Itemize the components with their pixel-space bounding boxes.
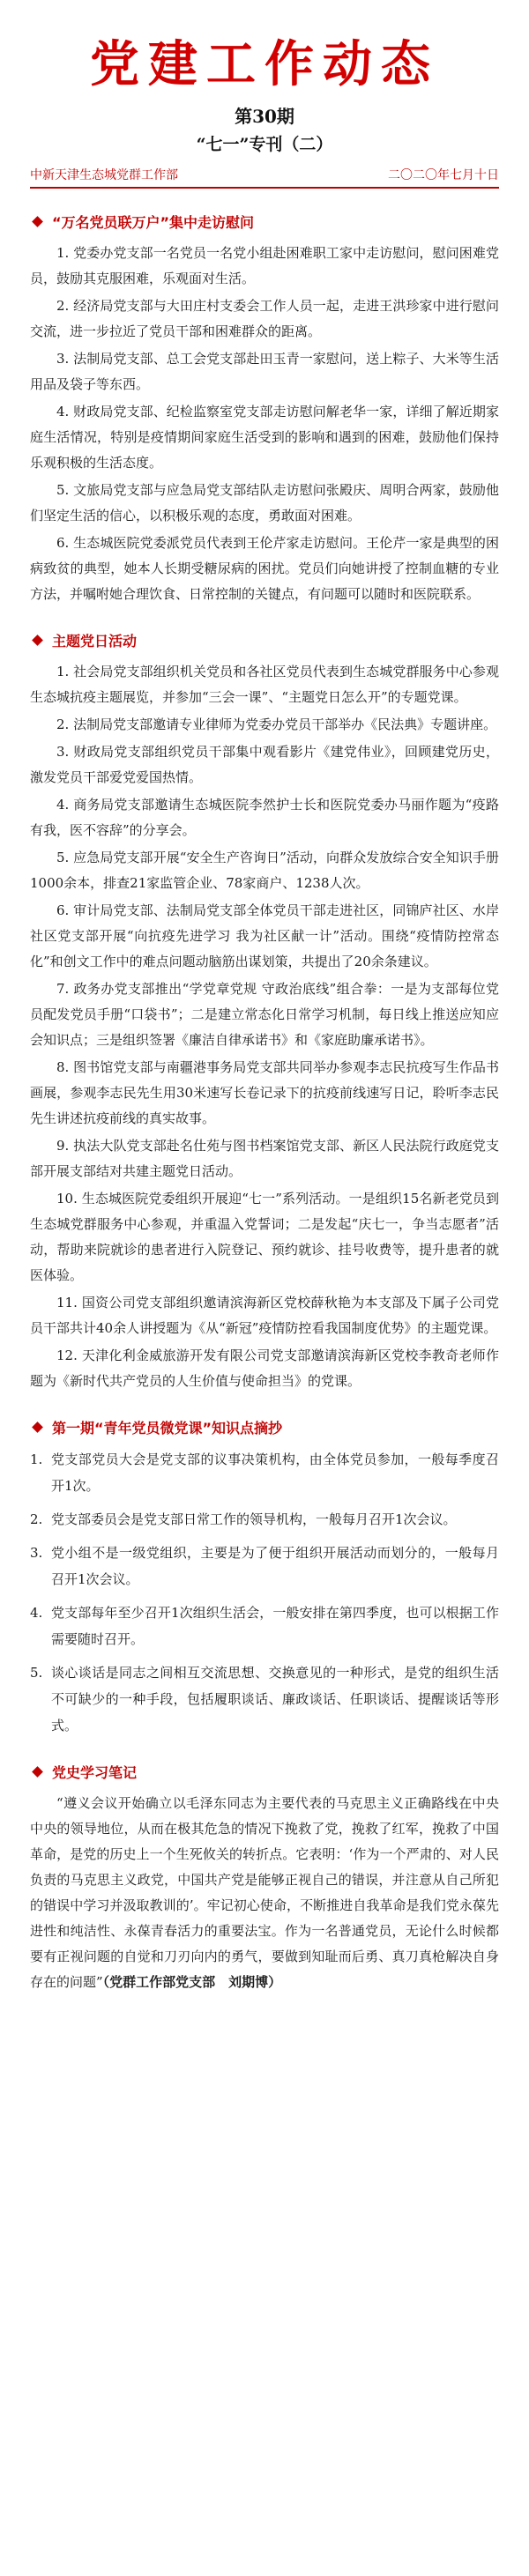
section-micro-lesson [30, 1417, 499, 1739]
section-heading [30, 1417, 499, 1437]
header-divider [30, 187, 499, 189]
publisher-org: 中新天津生态城党群工作部 [30, 168, 178, 182]
item-number: 5. [30, 1665, 43, 1681]
item-number: 3. [30, 1545, 43, 1561]
paragraph: 5. 应急局党支部开展“安全生产咨询日”活动，向群众发放综合安全知识手册1000余本，排查21家监管企业、78家商户、1238人次。 [30, 850, 499, 891]
publish-date: 二〇二〇年七月十日 [388, 168, 499, 182]
item-text: 党支部党员大会是党支部的议事决策机构，由全体党员参加，一般每季度召开1次。 [51, 1451, 499, 1494]
paragraph: 6. 审计局党支部、法制局党支部全体党员干部走进社区，同锦庐社区、水岸社区党支部开展“向抗疫先进学习 我为社区献一计”活动。围绕“疫情防控常态化”和创文工作中的难点问题动脑筋出谋划策，共提出了20余条建议。 [30, 902, 499, 969]
masthead [30, 33, 499, 187]
paragraph: 3. 法制局党支部、总工会党支部赴田玉青一家慰问，送上粽子、大米等生活用品及袋子等东西。 [30, 351, 499, 392]
paragraph: 2. 经济局党支部与大田庄村支委会工作人员一起，走进王洪珍家中进行慰问交流，进一步拉近了党员干部和困难群众的距离。 [30, 298, 499, 339]
paragraph: 2. 法制局党支部邀请专业律师为党委办党员干部举办《民法典》专题讲座。 [56, 716, 497, 732]
section-history-notes [30, 1762, 499, 1995]
paragraph: 5. 文旅局党支部与应急局党支部结队走访慰问张殿庆、周明合两家，鼓励他们坚定生活的信心，以积极乐观的态度，勇敢面对困难。 [30, 482, 499, 523]
list-item [30, 1659, 499, 1739]
section-visits [30, 212, 499, 607]
list-item [30, 1540, 499, 1592]
section-heading [30, 630, 499, 650]
diamond-bullet-icon [32, 635, 43, 646]
knowledge-list [30, 1446, 499, 1739]
item-number: 1. [30, 1451, 43, 1467]
paragraph: 10. 生态城医院党委组织开展迎“七一”系列活动。一是组织15名新老党员到生态城党群服务中心参观，并重温入党誓词；二是发起“庆七一，争当志愿者”活动，帮助来院就诊的患者进行入院登记、预约就诊、挂号收费等，提升患者的就医体验。 [30, 1191, 499, 1283]
section-title: 党史学习笔记 [52, 1764, 138, 1781]
item-text: 党支部每年至少召开1次组织生活会，一般安排在第四季度，也可以根据工作需要随时召开。 [51, 1605, 499, 1647]
item-number: 4. [30, 1605, 43, 1621]
paragraph: 12. 天津化利金威旅游开发有限公司党支部邀请滨海新区党校李教奇老师作题为《新时代共产党员的人生价值与使命担当》的党课。 [30, 1347, 499, 1389]
diamond-bullet-icon [32, 1766, 43, 1778]
list-item [30, 1446, 499, 1499]
section-heading [30, 212, 499, 232]
paragraph: 1. 党委办党支部一名党员一名党小组赴困难职工家中走访慰问，慰问困难党员，鼓励其克服困难，乐观面对生活。 [30, 245, 499, 286]
list-item [30, 1600, 499, 1652]
quote-text: “遵义会议开始确立以毛泽东同志为主要代表的马克思主义正确路线在中央中央的领导地位，从而在极其危急的情况下挽救了党，挽救了红军，挽救了中国革命，是党的历史上一个生死攸关的转折点。它表明：‘作为一个严肃的、对人民负责的马克思主义政党，中国共产党是能够正视自己的错误，并注意从自己所犯的错误中学习并汲取教训的’。牢记初心使命，不断推进自我革命是我们党永葆先进性和纯洁性、永葆青春活力的重要法宝。作为一名普通党员，无论什么时候都要有正视问题的自觉和刀刃向内的勇气，要做到知耻而后勇、真刀真枪解决自身存在的问题” [30, 1795, 499, 1990]
section-title: 主题党日活动 [52, 633, 138, 650]
issue-number: 第30期 [235, 106, 294, 127]
author-signature: （党群工作部党支部 刘期博） [102, 1974, 282, 1990]
section-party-day [30, 630, 499, 1394]
section-title: 第一期“青年党员微党课”知识点摘抄 [52, 1420, 283, 1436]
section-title: “万名党员联万户”集中走访慰问 [52, 214, 255, 231]
newsletter-title: 党建工作动态 [90, 36, 439, 93]
paragraph: 4. 财政局党支部、纪检监察室党支部走访慰问解老华一家，详细了解近期家庭生活情况，特别是疫情期间家庭生活受到的影响和遇到的困难，鼓励他们保持乐观积极的生活态度。 [30, 404, 499, 471]
diamond-bullet-icon [32, 1422, 43, 1433]
item-text: 谈心谈话是同志之间相互交流思想、交换意见的一种形式，是党的组织生活不可缺少的一种手段，包括履职谈话、廉政谈话、任职谈话、提醒谈话等形式。 [51, 1665, 499, 1733]
item-text: 党小组不是一级党组织，主要是为了便于组织开展活动而划分的，一般每月召开1次会议。 [51, 1545, 499, 1587]
diamond-bullet-icon [32, 216, 43, 227]
paragraph: 6. 生态城医院党委派党员代表到王伦芹家走访慰问。王伦芹一家是典型的困病致贫的典型，她本人长期受糖尿病的困扰。党员们向她讲授了控制血糖的专业方法，并嘱咐她合理饮食、日常控制的关键点，有问题可以随时和医院联系。 [30, 535, 499, 602]
paragraph: 8. 图书馆党支部与南疆港事务局党支部共同举办参观李志民抗疫写生作品书画展，参观李志民先生用30米速写长卷记录下的抗疫前线速写日记，聆听李志民先生讲述抗疫前线的真实故事。 [30, 1059, 499, 1126]
publication-line [30, 166, 499, 187]
section-heading [30, 1762, 499, 1782]
paragraph: 1. 社会局党支部组织机关党员和各社区党员代表到生态城党群服务中心参观生态城抗疫主题展览，并参加“三会一课”、“主题党日怎么开”的专题党课。 [30, 664, 499, 705]
history-quote [30, 1791, 499, 1995]
special-edition-label: “七一”专刊（二） [196, 135, 333, 154]
item-number: 2. [30, 1511, 43, 1527]
item-text: 党支部委员会是党支部日常工作的领导机构，一般每月召开1次会议。 [51, 1511, 457, 1527]
paragraph: 9. 执法大队党支部赴名仕苑与图书档案馆党支部、新区人民法院行政庭党支部开展支部结对共建主题党日活动。 [30, 1138, 499, 1179]
paragraph: 4. 商务局党支部邀请生态城医院李然护士长和医院党委办马丽作题为“疫路有我，医不容辞”的分享会。 [30, 797, 499, 838]
paragraph: 11. 国资公司党支部组织邀请滨海新区党校薛秋艳为本支部及下属子公司党员干部共计40余人讲授题为《从“新冠”疫情防控看我国制度优势》的主题党课。 [30, 1295, 499, 1336]
paragraph: 3. 财政局党支部组织党员干部集中观看影片《建党伟业》，回顾建党历史，激发党员干部爱党爱国热情。 [30, 744, 499, 785]
paragraph: 7. 政务办党支部推出“学党章党规 守政治底线”组合拳：一是为支部每位党员配发党员手册“口袋书”；二是建立常态化日常学习机制，每日线上推送应知应会知识点；三是组织签署《廉洁自律承诺书》和《家庭助廉承诺书》。 [30, 981, 499, 1048]
list-item [30, 1506, 499, 1533]
